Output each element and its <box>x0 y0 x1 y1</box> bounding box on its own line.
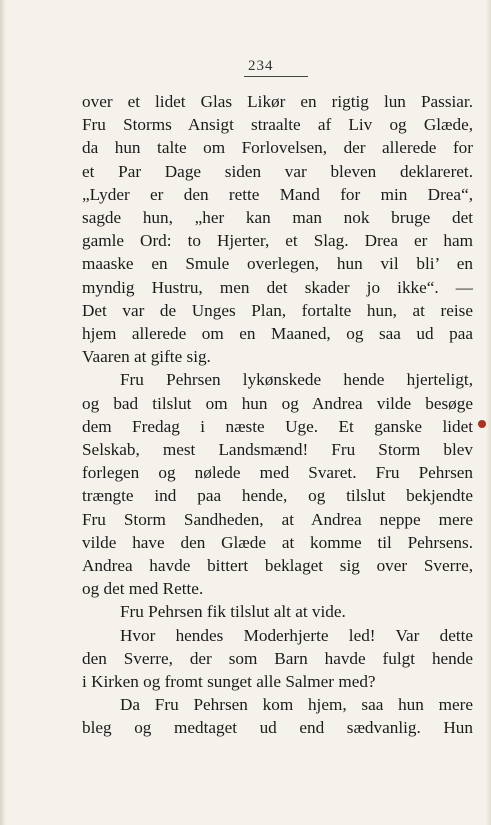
text-line: Hvor hendes Moderhjerte led! Var dette <box>120 625 473 645</box>
text-line: „Lyder er den rette Mand for min Drea“, <box>82 184 473 204</box>
text-line: vilde have den Glæde at komme til Pehrsens. <box>82 532 473 552</box>
body-text <box>82 90 473 740</box>
text-line: bleg og medtaget ud end sædvanlig. Hun <box>82 718 473 738</box>
text-line: og det med Rette. <box>82 579 204 599</box>
text-line: i Kirken og fromt sunget alle Salmer med? <box>82 672 376 692</box>
text-line: Fru Pehrsen lykønskede hende hjerteligt, <box>120 370 473 390</box>
ink-mark <box>478 420 486 428</box>
text-line: over et lidet Glas Likør en rigtig lun Passiar. <box>82 92 473 111</box>
text-line: trængte ind paa hende, og tilslut bekjendte <box>82 486 473 506</box>
text-line: da hun talte om Forlovelsen, der allerede for <box>82 138 473 158</box>
text-line: et Par Dage siden var bleven deklareret. <box>82 161 473 181</box>
text-line: Vaaren at gifte sig. <box>82 347 211 367</box>
text-line: Andrea havde bittert beklaget sig over Sverre, <box>82 556 473 576</box>
text-line: den Sverre, der som Barn havde fulgt hende <box>82 648 473 668</box>
text-line: Selskab, mest Landsmænd! Fru Storm blev <box>82 440 473 460</box>
text-line: myndig Hustru, men det skader jo ikke“. — <box>82 277 473 297</box>
text-line: Det var de Unges Plan, fortalte hun, at reise <box>82 300 473 320</box>
text-line: maaske en Smule overlegen, hun vil bli’ en <box>82 254 473 274</box>
text-line: hjem allerede om en Maaned, og saa ud paa <box>82 324 473 344</box>
text-line: Fru Storms Ansigt straalte af Liv og Glæde, <box>82 115 473 135</box>
text-line: dem Fredag i næste Uge. Et ganske lidet <box>82 416 473 436</box>
text-line: gamle Ord: to Hjerter, et Slag. Drea er ham <box>82 231 473 251</box>
text-line: Da Fru Pehrsen kom hjem, saa hun mere <box>120 695 473 715</box>
text-line: sagde hun, „her kan man nok bruge det <box>82 208 473 228</box>
text-line: og bad tilslut om hun og Andrea vilde besøge <box>82 393 473 413</box>
page-number-rule <box>244 76 308 77</box>
text-line: Fru Storm Sandheden, at Andrea neppe mere <box>82 509 473 529</box>
page-number: 234 <box>248 58 274 74</box>
text-line: forlegen og nølede med Svaret. Fru Pehrsen <box>82 463 473 483</box>
text-line: Fru Pehrsen fik tilslut alt at vide. <box>120 602 346 622</box>
